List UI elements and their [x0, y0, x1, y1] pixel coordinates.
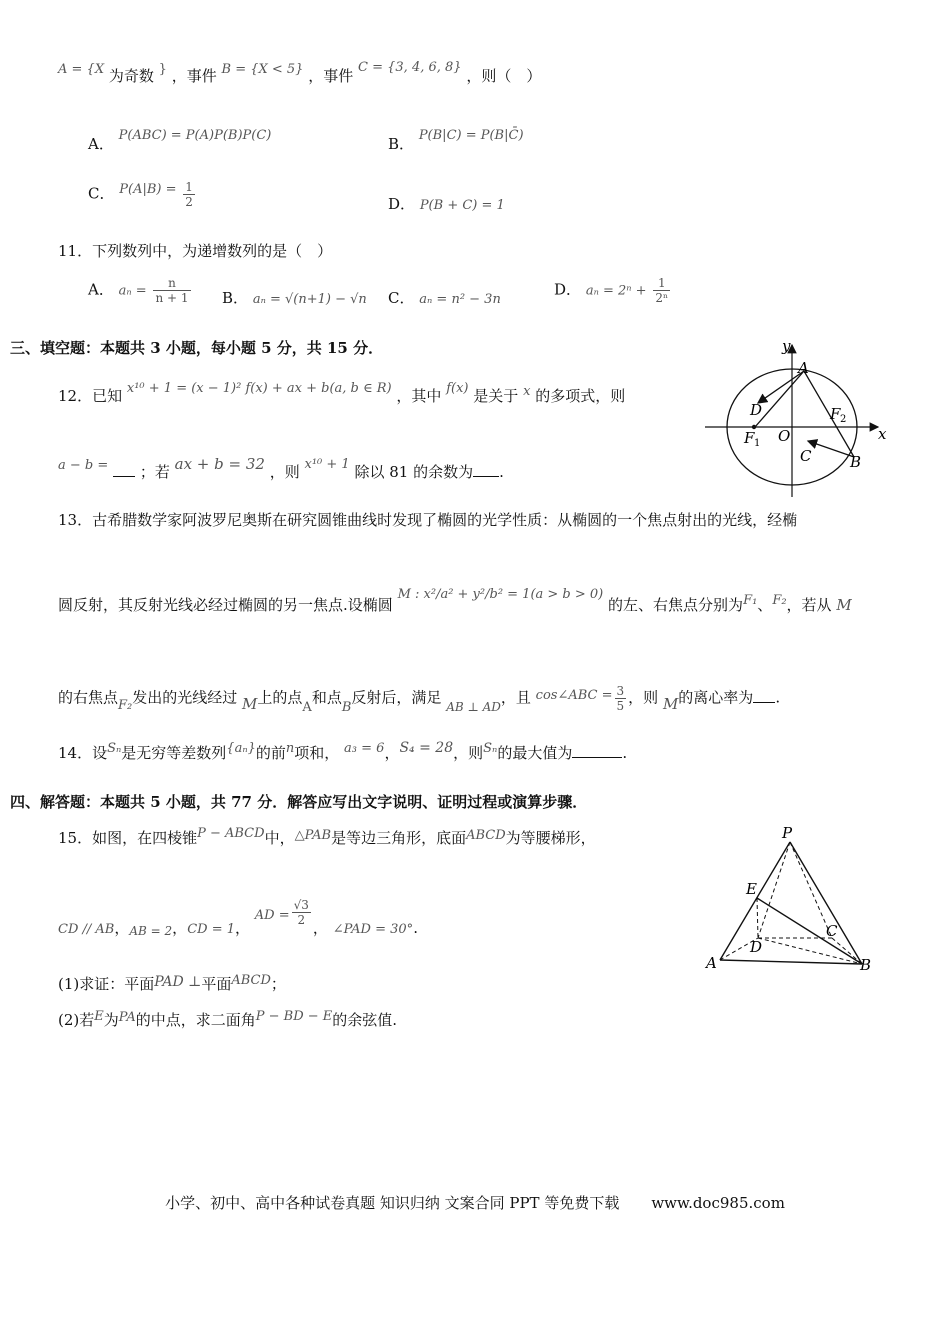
- set-b-math: B = {X < 5}: [221, 62, 304, 77]
- fraction-denominator: 5: [616, 699, 625, 713]
- option-label: D．: [554, 280, 582, 299]
- q15-sep2: ，: [172, 918, 188, 937]
- label-p: P: [782, 824, 793, 842]
- m-math: M: [836, 596, 852, 614]
- pabcd-math: P − ABCD: [197, 826, 265, 841]
- option-math: aₙ = 2ⁿ +: [585, 283, 647, 299]
- q15-line1: [58, 828, 596, 850]
- set-a-text: 为奇数: [108, 67, 154, 85]
- b-math: B: [341, 699, 352, 715]
- edge-eb: [757, 898, 862, 964]
- q15-part1: [58, 974, 286, 996]
- label-f1: F: [744, 429, 755, 447]
- set-a-close: }: [158, 62, 167, 77]
- sn-math: Sₙ: [107, 741, 122, 756]
- q14-text4: 项和，: [294, 744, 340, 762]
- abcd-math: ABCD: [231, 973, 271, 988]
- part2-text: (2)若: [58, 1011, 95, 1029]
- event1-text: ，事件: [171, 67, 217, 85]
- label-d: D: [750, 938, 763, 956]
- set-a-math: A = {X: [58, 62, 105, 77]
- label-c: C: [800, 447, 812, 465]
- option-label: B．: [388, 135, 415, 153]
- q13-l3-text7: ，则: [628, 688, 659, 707]
- label-f2: F: [830, 405, 841, 423]
- option-label: B．: [222, 289, 249, 307]
- section3-heading: 三、填空题：本题共 3 小题，每小题 5 分，共 15 分．: [10, 339, 384, 357]
- page-footer: [0, 1192, 950, 1213]
- option-math: P(A|B) =: [119, 181, 177, 197]
- pad-math: PAD ⊥: [154, 974, 202, 990]
- q14-sep: ，: [384, 744, 400, 762]
- then-text: ，则（ ）: [466, 67, 542, 85]
- cd-parallel-ab-math: CD // AB: [58, 921, 115, 937]
- q12-text2: ，则: [269, 463, 300, 481]
- q12-ab-math: a − b =: [58, 458, 109, 473]
- option-math: P(B + C) = 1: [419, 198, 505, 213]
- perp-math: AB ⊥ AD: [446, 699, 501, 714]
- q10-stem: [58, 60, 542, 88]
- q10-option-d: [388, 194, 505, 216]
- q13-l3-text5: 反射后，满足: [351, 688, 442, 707]
- edge-pb: [790, 842, 862, 964]
- footer-text: 小学、初中、高中各种试卷真题 知识归纳 文案合同 PPT 等免费下载: [165, 1194, 620, 1212]
- set-c-math: C = {3, 4, 6, 8}: [358, 60, 462, 75]
- q14-line: [58, 740, 628, 765]
- ad-fraction: [292, 898, 311, 927]
- ab-length-math: AB = 2: [129, 923, 173, 938]
- m-math: M: [242, 694, 258, 713]
- n-math: n: [285, 741, 295, 756]
- label-b: B: [860, 956, 872, 974]
- option-math: aₙ = √(n+1) − √n: [252, 292, 367, 307]
- q14-text2: 是无穷等差数列: [121, 744, 227, 762]
- segment-ab: [804, 371, 854, 457]
- m-math: M: [662, 694, 679, 713]
- f2-math: F₂: [118, 697, 133, 713]
- q12-line2: [58, 455, 504, 484]
- q15-sep4: ，: [312, 918, 328, 937]
- q10-option-c: [88, 180, 197, 209]
- q15-sep1: ，: [114, 918, 130, 937]
- part1-end: ；: [270, 975, 286, 993]
- q15-text4: 为等腰梯形，: [505, 829, 596, 847]
- answer-blank[interactable]: [473, 462, 499, 477]
- f2-math: F₂: [772, 593, 787, 608]
- pab-math: △PAB: [294, 828, 332, 843]
- q14-text1: 14．设: [58, 744, 108, 762]
- label-c: C: [826, 922, 838, 940]
- q12-num: 12．已知: [58, 387, 123, 405]
- section4-heading: 四、解答题：本题共 5 小题，共 77 分．解答应写出文字说明、证明过程或演算步骤．: [10, 793, 588, 811]
- ad-length-math: AD =: [254, 907, 290, 923]
- edge-ed: [757, 898, 758, 938]
- q11-option-d: [554, 276, 672, 305]
- segment-af1: [755, 371, 804, 427]
- label-d: D: [750, 401, 763, 419]
- f1-math: F₁: [743, 593, 758, 608]
- q13-end: .: [775, 688, 781, 707]
- q14-text3: 的前: [255, 744, 286, 762]
- fraction-denominator: 2: [297, 913, 306, 927]
- q13-text3: ，若从: [786, 596, 832, 614]
- option-fraction: [153, 276, 190, 305]
- cd-length-math: CD = 1: [187, 921, 235, 937]
- a3-math: a₃ = 6: [344, 741, 385, 756]
- fraction-numerator: n: [153, 276, 190, 291]
- q13-l3-text8: 的离心率为: [678, 688, 754, 707]
- q11-stem: 11．下列数列中，为递增数列的是（ ）: [58, 242, 333, 260]
- fraction-denominator: 2ⁿ: [655, 291, 669, 305]
- segment-bc: [808, 441, 854, 457]
- q13-line3: [58, 684, 780, 713]
- q12-mid2: 是关于: [473, 387, 519, 405]
- q13-l3-text4: 和点: [311, 688, 342, 707]
- q12-math1: x¹⁰ + 1 = (x − 1)² f(x) + ax + b(a, b ∈ R): [126, 381, 392, 396]
- fraction-numerator: 3: [616, 684, 625, 698]
- option-fraction: [653, 276, 670, 305]
- q12-line1: [58, 381, 626, 408]
- label-x: x: [878, 425, 887, 443]
- edge-pd: [758, 842, 790, 938]
- q12-mid: ，其中: [396, 387, 442, 405]
- q11-option-c: [388, 288, 501, 310]
- pyramid-figure: [700, 820, 885, 980]
- fraction-denominator: n + 1: [155, 291, 189, 305]
- q11-option-b: [222, 288, 367, 310]
- q15-text1: 15．如图，在四棱锥: [58, 829, 198, 847]
- fraction-numerator: 1: [185, 180, 193, 194]
- s4-math: S₄ = 28: [399, 740, 454, 756]
- q12-text1: ；若: [139, 463, 170, 481]
- q15-line2: [58, 896, 418, 938]
- an-math: {aₙ}: [226, 741, 256, 756]
- event2-text: ，事件: [308, 67, 354, 85]
- q13-l3-text1: 的右焦点: [58, 688, 119, 707]
- edge-ab: [720, 960, 862, 964]
- q11-option-a: [88, 276, 193, 305]
- label-a: A: [706, 954, 717, 972]
- pa-math: PA: [118, 1010, 136, 1025]
- q15-text2: 中，: [264, 829, 295, 847]
- q13-sep: 、: [757, 596, 773, 614]
- option-label: C．: [388, 289, 415, 307]
- q13-l3-text6: ，且: [500, 688, 531, 707]
- label-f1-sub: 1: [754, 438, 761, 449]
- label-y: y: [782, 337, 791, 355]
- q15-text3: 是等边三角形，底面: [331, 829, 467, 847]
- option-math: P(B|C) = P(B|C̄): [418, 128, 524, 143]
- q12-end: 的多项式，则: [535, 387, 626, 405]
- q13-text2: 的左、右焦点分别为: [608, 596, 744, 614]
- footer-url[interactable]: www.doc985.com: [651, 1194, 785, 1212]
- q15-line2-end: .: [413, 918, 418, 937]
- angle-pad-math: ∠PAD = 30°: [332, 921, 414, 937]
- q14-text6: 的最大值为: [497, 744, 573, 762]
- label-a: A: [798, 359, 809, 377]
- cos-fraction: [615, 684, 627, 713]
- q12-math2: f(x): [446, 381, 469, 396]
- option-fraction: [183, 180, 195, 209]
- dihedral-math: P − BD − E: [255, 1009, 333, 1024]
- ellipse-equation-math: M : x²/a² + y²/b² = 1(a > b > 0): [397, 587, 604, 602]
- q10-option-a: [88, 124, 272, 153]
- q13-text1: 圆反射，其反射光线必经过椭圆的另一焦点.设椭圆: [58, 596, 393, 614]
- q12-line2-end: .: [499, 463, 504, 481]
- label-e: E: [746, 880, 757, 898]
- q10-option-b: [388, 124, 524, 153]
- sn-math: Sₙ: [483, 741, 498, 756]
- fraction-numerator: 1: [653, 276, 670, 291]
- e-math: E: [94, 1009, 104, 1024]
- answer-blank[interactable]: [113, 462, 135, 477]
- edge-db: [758, 938, 862, 964]
- option-label: A．: [88, 135, 114, 153]
- answer-blank[interactable]: [572, 743, 622, 758]
- a-math: A: [302, 699, 312, 715]
- part1-text2: 平面: [201, 975, 232, 993]
- label-b: B: [850, 453, 862, 471]
- option-math: aₙ =: [118, 283, 147, 299]
- q12-math3: x: [523, 384, 531, 399]
- option-math: P(ABC) = P(A)P(B)P(C): [118, 128, 272, 143]
- label-f2-sub: 2: [840, 414, 847, 425]
- label-o: O: [778, 427, 791, 445]
- option-math: aₙ = n² − 3n: [419, 292, 501, 307]
- q15-sep3: ，: [235, 918, 251, 937]
- q13-l3-text3: 上的点: [257, 688, 303, 707]
- answer-blank[interactable]: [753, 688, 775, 703]
- option-label: A．: [88, 280, 114, 299]
- option-label: D．: [388, 195, 416, 213]
- part2-text2: 为: [103, 1011, 119, 1029]
- part2-text4: 的余弦值.: [332, 1011, 398, 1029]
- part2-text3: 的中点，求二面角: [135, 1011, 256, 1029]
- abcd-math: ABCD: [466, 828, 506, 843]
- q13-line1: 13．古希腊数学家阿波罗尼奥斯在研究圆锥曲线时发现了椭圆的光学性质：从椭圆的一个焦点射出的光线，经椭: [58, 511, 798, 529]
- part1-text: (1)求证：平面: [58, 975, 155, 993]
- q13-l3-text2: 发出的光线经过: [132, 688, 238, 707]
- fraction-denominator: 2: [185, 195, 193, 209]
- fraction-numerator: √3: [293, 898, 309, 912]
- q13-line2: [58, 587, 852, 617]
- q14-text5: ，则: [453, 744, 484, 762]
- cos-math: cos∠ABC =: [535, 687, 613, 703]
- q15-part2: [58, 1010, 397, 1032]
- option-label: C．: [88, 184, 115, 203]
- q12-poly-math: x¹⁰ + 1: [304, 457, 350, 472]
- q12-condition-math: ax + b = 32: [174, 455, 265, 473]
- q14-end: .: [622, 744, 628, 762]
- q12-text3: 除以 81 的余数为: [354, 463, 474, 481]
- ellipse-figure: [700, 335, 895, 500]
